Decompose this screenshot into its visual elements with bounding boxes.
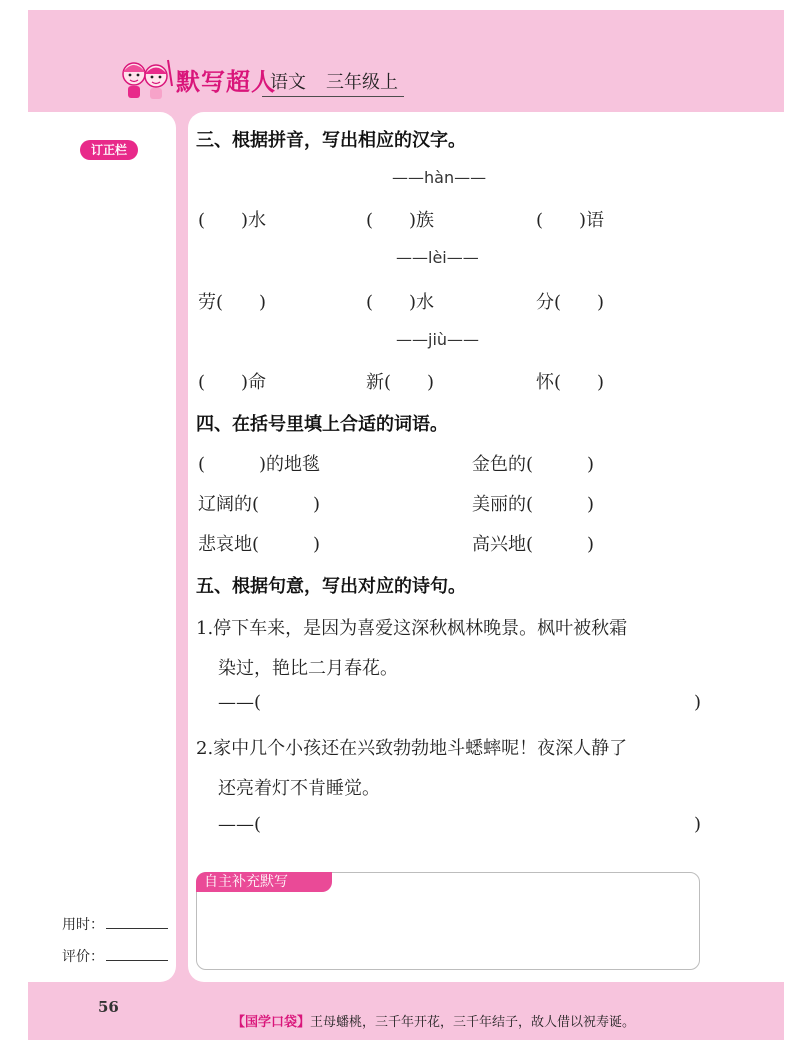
blank-item[interactable]: ( )语: [536, 210, 605, 231]
word-blank[interactable]: 金色的( ): [472, 454, 595, 475]
blank-item[interactable]: 分( ): [536, 292, 605, 313]
score-label: 评价：: [62, 949, 104, 965]
supplement-label: 自主补充默写: [196, 872, 332, 892]
page-number: 56: [98, 998, 119, 1016]
q1-text-line1: 1.停下车来，是因为喜爱这深秋枫林晚景。枫叶被秋霜: [196, 618, 628, 639]
correction-badge: 订正栏: [80, 140, 138, 160]
section3-title: 三、根据拼音，写出相应的汉字。: [196, 130, 466, 151]
blank-item[interactable]: 怀( ): [536, 372, 605, 393]
q2-text-line1: 2.家中几个小孩还在兴致勃勃地斗蟋蟀呢！夜深人静了: [196, 738, 628, 759]
q2-answer-open[interactable]: ——(: [218, 814, 262, 835]
word-blank[interactable]: 高兴地( ): [472, 534, 595, 555]
word-blank[interactable]: 辽阔的( ): [198, 494, 321, 515]
score-blank[interactable]: [106, 960, 168, 961]
brand-title: 默写超人: [176, 68, 276, 96]
blank-item[interactable]: 新( ): [366, 372, 435, 393]
q1-answer-close: ): [694, 692, 702, 713]
pinyin-jiu: ——jiù——: [396, 330, 480, 349]
header-underline: [262, 96, 404, 97]
word-blank[interactable]: 美丽的( ): [472, 494, 595, 515]
footer-tag: 【国学口袋】: [232, 1015, 311, 1030]
q2-answer-close: ): [694, 814, 702, 835]
time-blank[interactable]: [106, 928, 168, 929]
correction-sidebar: [28, 112, 176, 982]
pinyin-lei: ——lèi——: [396, 248, 479, 267]
time-label: 用时：: [62, 917, 104, 933]
q1-text-line2: 染过，艳比二月春花。: [218, 658, 398, 679]
section5-title: 五、根据句意，写出对应的诗句。: [196, 576, 466, 597]
cartoon-kids-logo-icon: [116, 56, 176, 102]
grade-label: 三年级上: [326, 72, 398, 93]
subject-label: 语文: [270, 72, 306, 93]
footer-text: 王母蟠桃，三千年开花，三千年结子，故人借以祝寿诞。: [310, 1015, 636, 1030]
q1-answer-open[interactable]: ——(: [218, 692, 262, 713]
q2-text-line2: 还亮着灯不肯睡觉。: [218, 778, 380, 799]
blank-item[interactable]: 劳( ): [198, 292, 267, 313]
blank-item[interactable]: ( )命: [198, 372, 267, 393]
footer-note: [232, 1011, 635, 1030]
section4-title: 四、在括号里填上合适的词语。: [196, 414, 448, 435]
blank-item[interactable]: ( )水: [366, 292, 435, 313]
pinyin-han: ——hàn——: [392, 168, 487, 187]
word-blank[interactable]: ( )的地毯: [198, 454, 321, 475]
word-blank[interactable]: 悲哀地( ): [198, 534, 321, 555]
blank-item[interactable]: ( )族: [366, 210, 435, 231]
blank-item[interactable]: ( )水: [198, 210, 267, 231]
